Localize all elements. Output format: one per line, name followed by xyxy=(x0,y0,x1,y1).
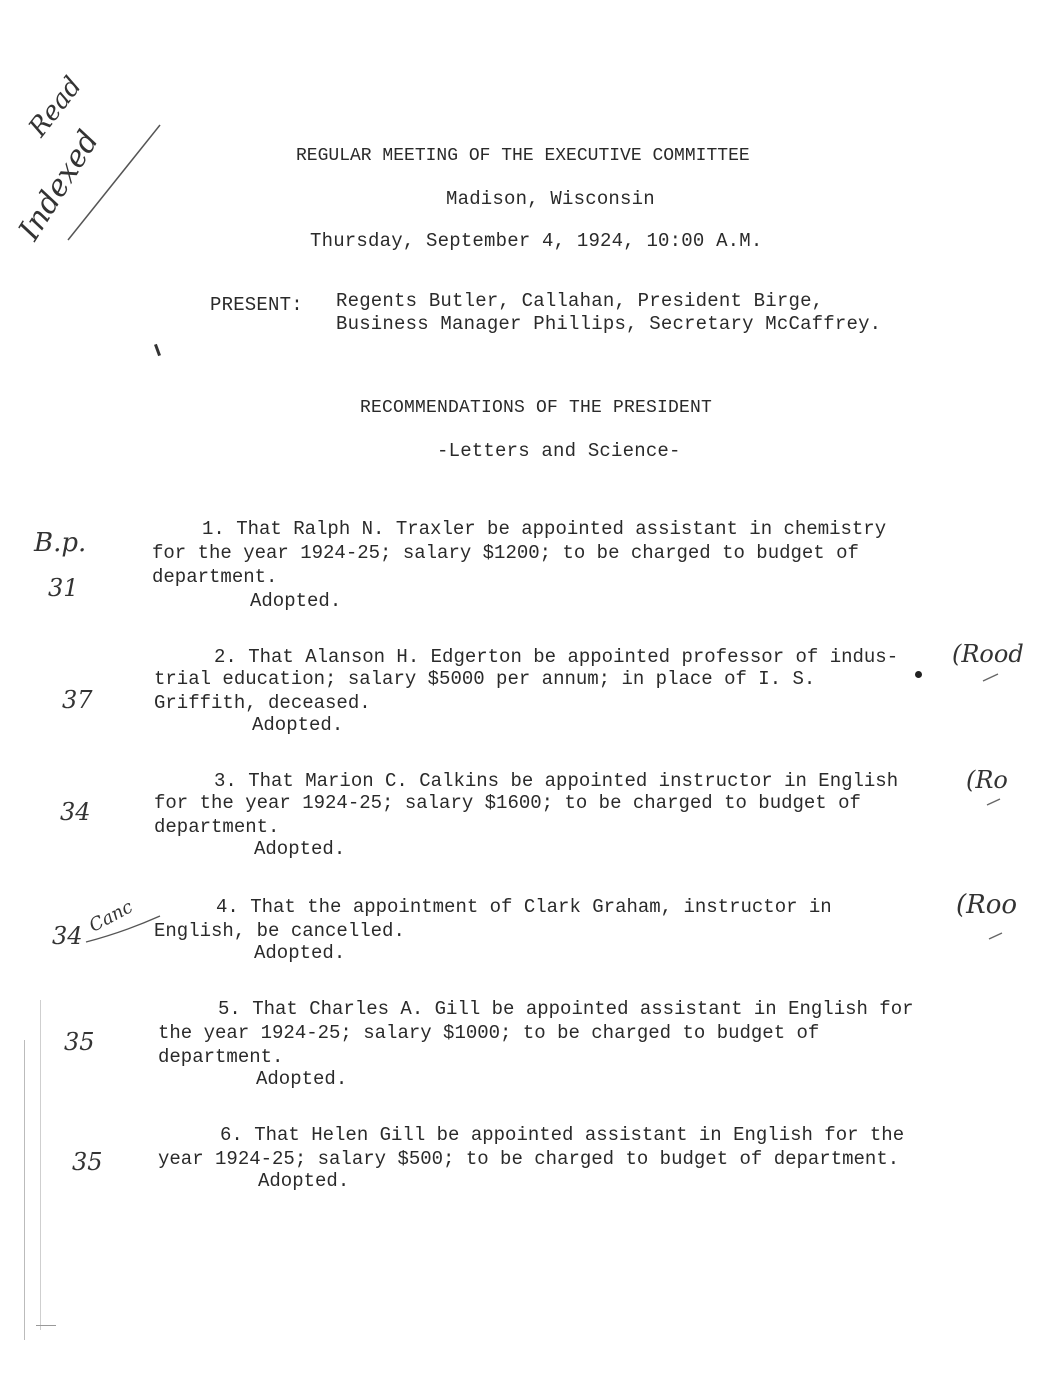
item-5-status: Adopted. xyxy=(256,1068,348,1090)
margin-note-34: 34 xyxy=(60,798,91,826)
present-line-1: Regents Butler, Callahan, President Birge, xyxy=(336,290,824,312)
right-note-item-3: (Ro xyxy=(966,766,1008,794)
corner-stroke xyxy=(60,120,170,250)
item-5-line-1: 5. That Charles A. Gill be appointed assistant in English for xyxy=(218,998,914,1020)
meeting-date: Thursday, September 4, 1924, 10:00 A.M. xyxy=(310,230,763,252)
item-1-line-3: department. xyxy=(152,566,278,588)
item-2-line-3: Griffith, deceased. xyxy=(154,692,371,714)
handwritten-indexed-note: Indexed xyxy=(11,124,107,247)
right-note-item-4: (Roo xyxy=(956,890,1018,920)
item-1-line-1: 1. That Ralph N. Traxler be appointed assistant in chemistry xyxy=(202,518,887,540)
item-6-line-1: 6. That Helen Gill be appointed assistant in English for the xyxy=(220,1124,905,1146)
bottom-left-stub xyxy=(36,1325,56,1326)
section-heading: RECOMMENDATIONS OF THE PRESIDENT xyxy=(360,398,713,418)
item-5-line-3: department. xyxy=(158,1046,284,1068)
item-2-line-2: trial education; salary $5000 per annum; in place of I. S. xyxy=(154,668,816,690)
canc-stroke xyxy=(84,910,164,950)
item-3-line-1: 3. That Marion C. Calkins be appointed instructor in English xyxy=(214,770,899,792)
check-mark-4 xyxy=(988,930,1008,942)
present-label: PRESENT: xyxy=(210,294,303,316)
right-note-item-2: (Rood xyxy=(952,640,1024,668)
handwritten-read-note: Read xyxy=(23,71,89,143)
margin-note-37: 37 xyxy=(62,686,93,714)
ink-dot xyxy=(915,671,922,678)
margin-note-canc: Canc xyxy=(85,896,137,937)
item-6-status: Adopted. xyxy=(258,1170,350,1192)
item-4-status: Adopted. xyxy=(254,942,346,964)
item-4-line-1: 4. That the appointment of Clark Graham, instructor in xyxy=(216,896,832,918)
item-5-line-2: the year 1924-25; salary $1000; to be charged to budget of xyxy=(158,1022,820,1044)
item-3-line-3: department. xyxy=(154,816,280,838)
section-subheading: -Letters and Science- xyxy=(437,440,681,462)
check-mark-3 xyxy=(986,796,1006,808)
left-margin-line xyxy=(24,1040,25,1340)
margin-note-35-a: 35 xyxy=(64,1028,95,1056)
check-mark-2 xyxy=(982,672,1002,684)
present-line-2: Business Manager Phillips, Secretary McCaffrey. xyxy=(336,313,882,335)
margin-note-34-canc-number: 34 xyxy=(52,922,83,950)
item-2-line-1: 2. That Alanson H. Edgerton be appointed professor of indus- xyxy=(214,646,899,668)
item-1-status: Adopted. xyxy=(250,590,342,612)
item-1-line-2: for the year 1924-25; salary $1200; to be charged to budget of xyxy=(152,542,859,564)
item-4-line-2: English, be cancelled. xyxy=(154,920,405,942)
item-6-line-2: year 1924-25; salary $500; to be charged to budget of department. xyxy=(158,1148,900,1170)
item-2-status: Adopted. xyxy=(252,714,344,736)
ink-tick xyxy=(154,344,161,356)
margin-note-35-b: 35 xyxy=(72,1148,103,1176)
item-3-status: Adopted. xyxy=(254,838,346,860)
item-3-line-2: for the year 1924-25; salary $1600; to be charged to budget of xyxy=(154,792,861,814)
meeting-place: Madison, Wisconsin xyxy=(446,188,655,210)
margin-note-31: 31 xyxy=(48,574,79,602)
left-margin-line-2 xyxy=(40,1000,41,1330)
margin-note-bp: B.p. xyxy=(34,528,87,558)
page-title: REGULAR MEETING OF THE EXECUTIVE COMMITTEE xyxy=(296,146,750,166)
